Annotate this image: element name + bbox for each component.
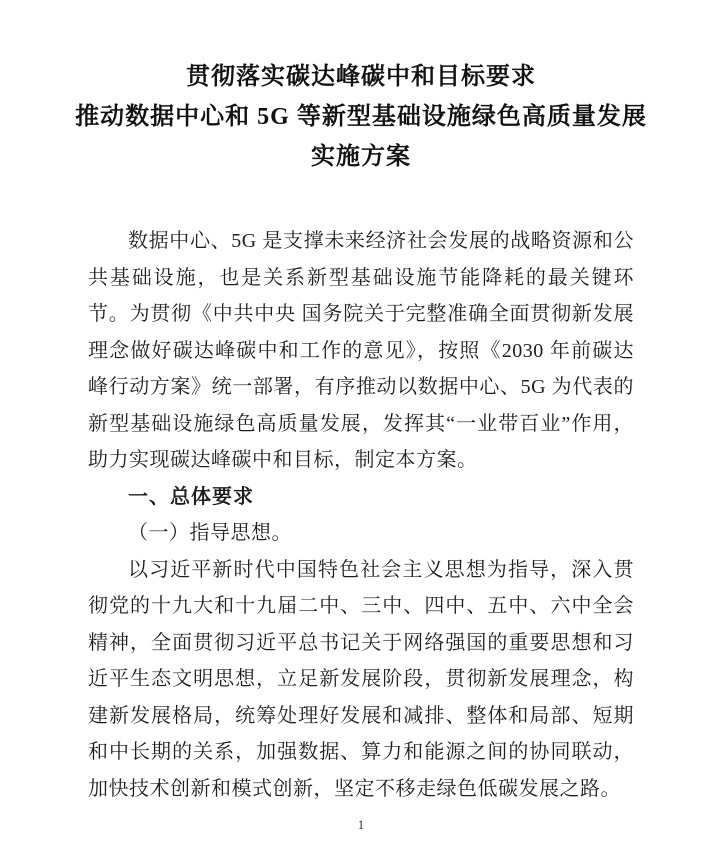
title-line-3: 实施方案 xyxy=(311,144,411,170)
section-1-heading: 一、总体要求 xyxy=(128,485,254,508)
guiding-thought-paragraph: 以习近平新时代中国特色社会主义思想为指导，深入贯彻党的十九大和十九届二中、三中、四中、五中、六中全会精神，全面贯彻习近平总书记关于网络强国的重要思想和习近平生态文明思想，立足新发展阶段，贯彻新发展理念，构建新发展格局，统筹处理好发展和减排、整体和局部、短期和中长期的关系，加强数据、算力和能源之间的协同联动，加快技术创新和模式创新，坚定不移走绿色低碳发展之路。 xyxy=(88,558,634,800)
document-body xyxy=(88,223,634,807)
intro-paragraph: 数据中心、5G 是支撑未来经济社会发展的战略资源和公共基础设施，也是关系新型基础设施节能降耗的最关键环节。为贯彻《中共中央 国务院关于完整准确全面贯彻新发展理念做好碳达峰碳中和工作的意见》，按照《2030 年前碳达峰行动方案》统一部署，有序推动以数据中心、5G 为代表的新型基础设施绿色高质量发展，发挥其“一业带百业”作用，助力实现碳达峰碳中和目标，制定本方案。 xyxy=(88,230,634,471)
page-number: 1 xyxy=(357,817,365,832)
title-line-2: 推动数据中心和 5G 等新型基础设施绿色高质量发展 xyxy=(75,104,647,130)
document-title xyxy=(0,0,722,177)
title-line-1: 贯彻落实碳达峰碳中和目标要求 xyxy=(186,64,536,90)
section-1-subheading-guiding-thought: （一）指导思想。 xyxy=(128,522,292,544)
